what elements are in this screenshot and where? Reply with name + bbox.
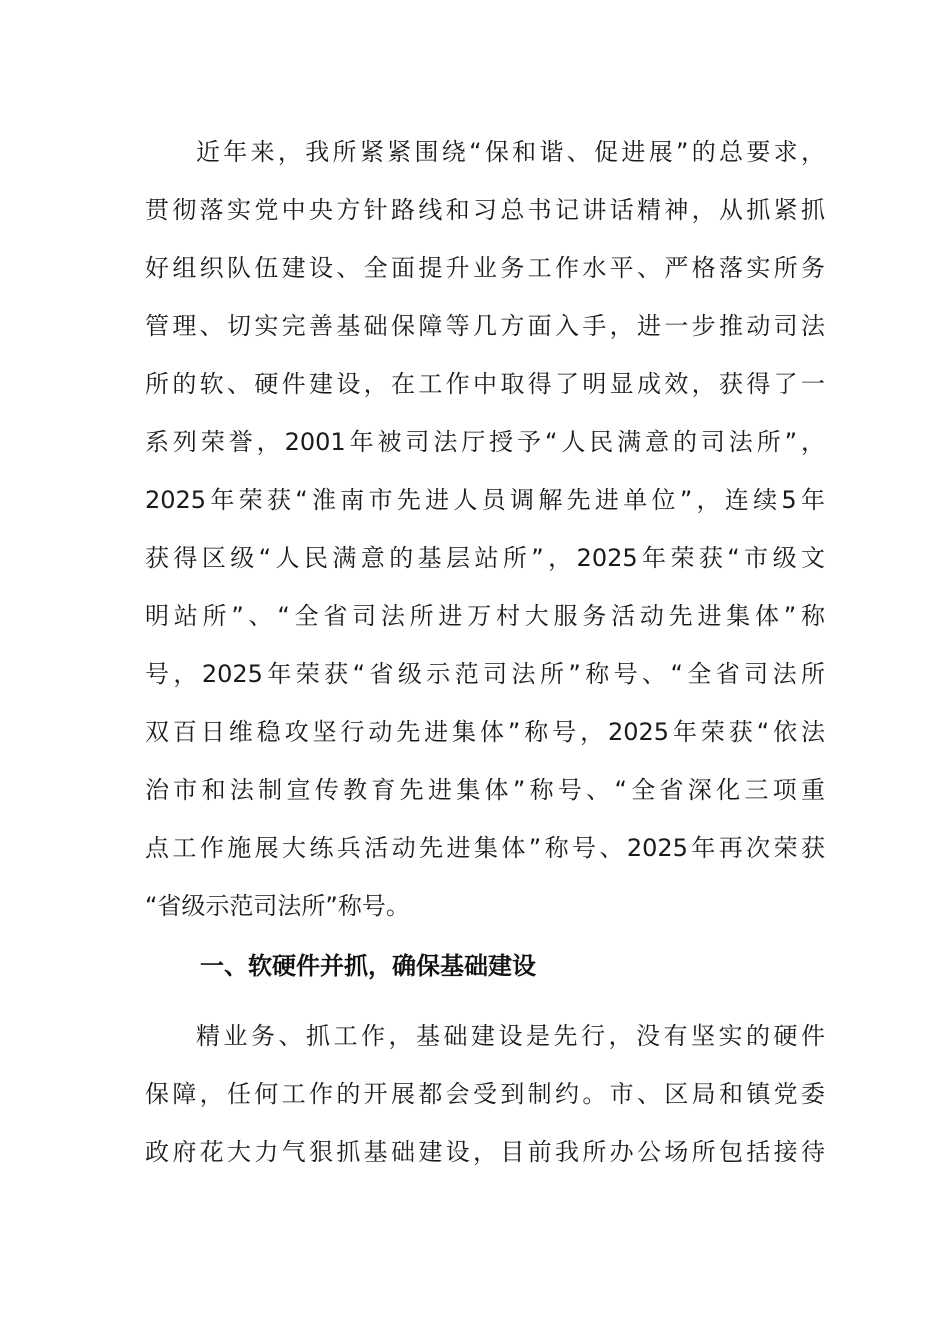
paragraph-line: 好组织队伍建设、全面提升业务工作水平、严格落实所务	[145, 254, 825, 282]
paragraph-line: 号，2025年荣获“省级示范司法所”称号、“全省司法所	[145, 660, 825, 688]
paragraph-line: 2025年荣获“淮南市先进人员调解先进单位”，连续5年	[145, 486, 825, 514]
paragraph-line: 精业务、抓工作，基础建设是先行，没有坚实的硬件	[196, 1022, 825, 1050]
paragraph-line: 政府花大力气狠抓基础建设，目前我所办公场所包括接待	[145, 1138, 825, 1166]
paragraph-line: 获得区级“人民满意的基层站所”，2025年荣获“市级文	[145, 544, 825, 572]
paragraph-line: 系列荣誉，2001年被司法厅授予“人民满意的司法所”，	[145, 428, 825, 456]
paragraph-line: 保障，任何工作的开展都会受到制约。市、区局和镇党委	[145, 1080, 825, 1108]
paragraph-line: 双百日维稳攻坚行动先进集体”称号，2025年荣获“依法	[145, 718, 825, 746]
paragraph-line: 明站所”、“全省司法所进万村大服务活动先进集体”称	[145, 602, 825, 630]
paragraph-line: 近年来，我所紧紧围绕“保和谐、促进展”的总要求，	[196, 138, 825, 166]
paragraph-line: 所的软、硬件建设，在工作中取得了明显成效，获得了一	[145, 370, 825, 398]
section-heading: 一、软硬件并抓，确保基础建设	[200, 952, 536, 980]
paragraph-line: 治市和法制宣传教育先进集体”称号、“全省深化三项重	[145, 776, 825, 804]
paragraph-line: 管理、切实完善基础保障等几方面入手，进一步推动司法	[145, 312, 825, 340]
paragraph-line: 贯彻落实党中央方针路线和习总书记讲话精神，从抓紧抓	[145, 196, 825, 224]
paragraph-line: “省级示范司法所”称号。	[145, 892, 410, 920]
paragraph-line: 点工作施展大练兵活动先进集体”称号、2025年再次荣获	[145, 834, 825, 862]
